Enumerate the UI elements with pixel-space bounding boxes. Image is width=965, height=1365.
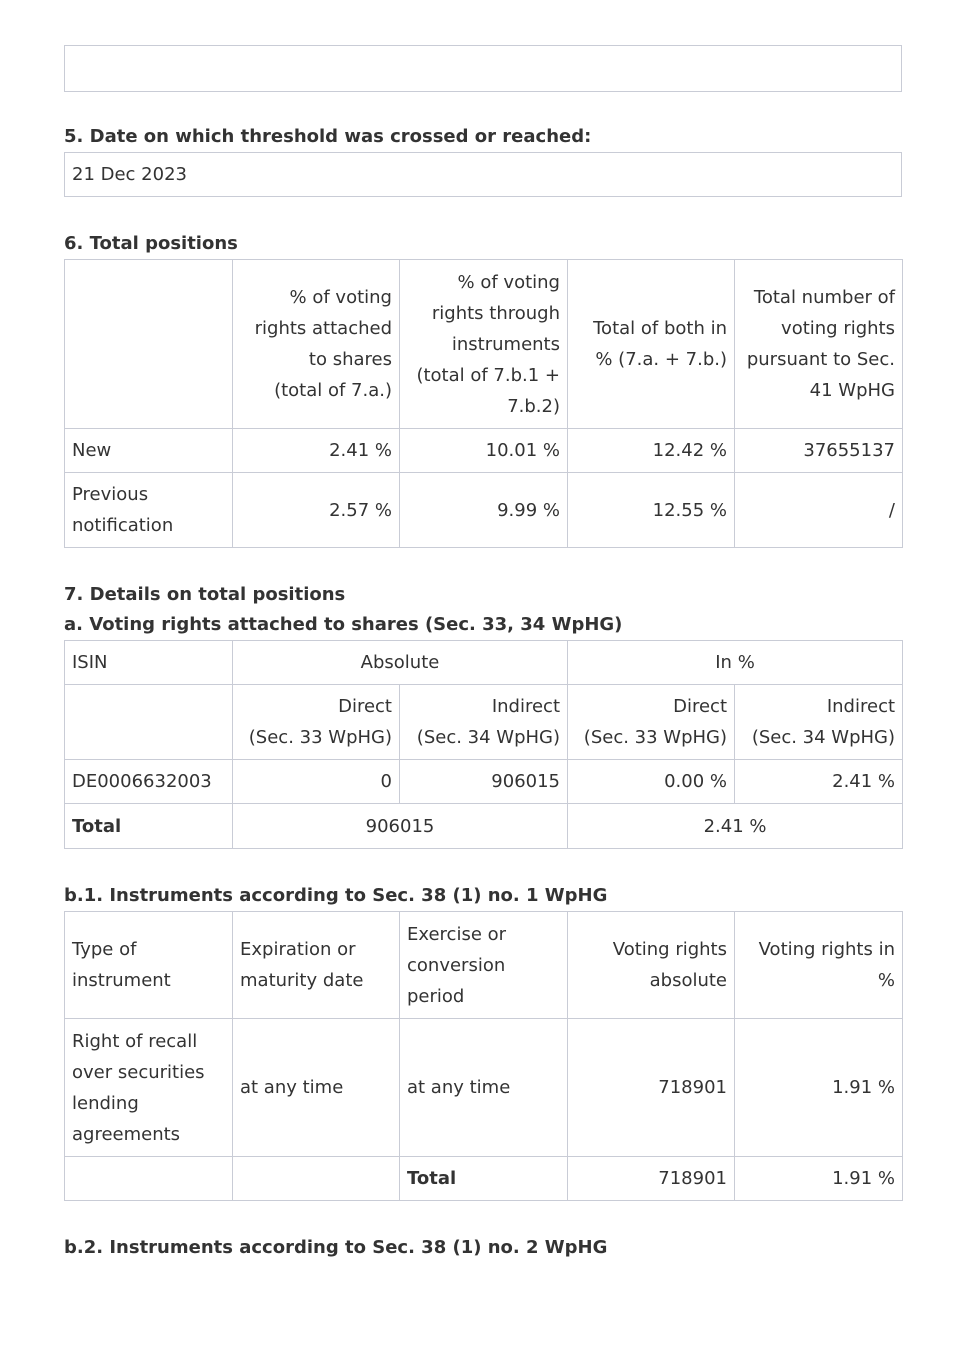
row-label: Previous notification	[65, 473, 233, 548]
row-label: New	[65, 429, 233, 473]
table-cell	[65, 1157, 233, 1201]
table-cell: at any time	[400, 1019, 568, 1157]
total-label: Total	[400, 1157, 568, 1201]
table-cell: at any time	[233, 1019, 400, 1157]
col-percent-label: Voting rights in %	[735, 912, 903, 1019]
col-total-label: Total of both in % (7.a. + 7.b.)	[568, 260, 735, 429]
table-header-cell	[233, 260, 400, 429]
table-cell: 718901	[568, 1019, 735, 1157]
table-cell	[65, 685, 233, 760]
section-6-heading: 6. Total positions	[64, 233, 238, 254]
col-instruments-label: % of voting rights through instruments	[431, 271, 560, 355]
section-4-value-box	[64, 45, 902, 92]
table-header-cell	[400, 685, 568, 760]
instruments-b1-table	[64, 911, 903, 1201]
col-type-label: Type of instrument	[65, 912, 233, 1019]
table-header-cell	[400, 260, 568, 429]
total-percent: 2.41 %	[568, 804, 903, 849]
indirect-label: Indirect	[491, 696, 561, 717]
table-row	[65, 473, 903, 548]
table-cell: 0	[233, 760, 400, 804]
table-cell: 0.00 %	[568, 760, 735, 804]
threshold-date-value: 21 Dec 2023	[64, 152, 902, 197]
section-7a-heading: a. Voting rights attached to shares (Sec. 33, 34 WpHG)	[64, 614, 623, 635]
table-cell: 2.57 %	[233, 473, 400, 548]
total-positions-table	[64, 259, 903, 548]
col-shares-sublabel: (total of 7.a.)	[274, 380, 392, 401]
table-cell: 12.55 %	[568, 473, 735, 548]
percent-header: In %	[568, 641, 903, 685]
col-instruments-sublabel: (total of 7.b.1 + 7.b.2)	[416, 364, 560, 417]
table-cell: /	[735, 473, 903, 548]
voting-rights-shares-table	[64, 640, 903, 849]
table-header-cell	[735, 685, 903, 760]
total-absolute: 718901	[568, 1157, 735, 1201]
table-total-row	[65, 1157, 903, 1201]
table-cell: 9.99 %	[400, 473, 568, 548]
table-header-row	[65, 260, 903, 429]
section-5-heading: 5. Date on which threshold was crossed or reached:	[64, 126, 592, 147]
section-b2-heading: b.2. Instruments according to Sec. 38 (1) no. 2 WpHG	[64, 1237, 608, 1258]
table-header-cell	[233, 685, 400, 760]
table-cell: 2.41 %	[233, 429, 400, 473]
indirect-sec-label: (Sec. 34 WpHG)	[416, 727, 561, 748]
document-page	[64, 45, 902, 1263]
table-cell: 37655137	[735, 429, 903, 473]
table-cell: 906015	[400, 760, 568, 804]
table-subheader-row	[65, 685, 903, 760]
direct-label: Direct	[338, 696, 392, 717]
col-shares-label: % of voting rights attached to shares	[254, 287, 392, 370]
table-cell: 10.01 %	[400, 429, 568, 473]
instrument-type: Right of recall over securities lending agreements	[65, 1019, 233, 1157]
col-period-label: Exercise or conversion period	[400, 912, 568, 1019]
table-row	[65, 1019, 903, 1157]
table-header-row	[65, 641, 903, 685]
direct-label: Direct	[673, 696, 728, 717]
table-cell: 12.42 %	[568, 429, 735, 473]
section-b1-heading: b.1. Instruments according to Sec. 38 (1) no. 1 WpHG	[64, 885, 608, 906]
total-absolute: 906015	[233, 804, 568, 849]
table-total-row	[65, 804, 903, 849]
table-cell	[65, 260, 233, 429]
direct-sec-label: (Sec. 33 WpHG)	[583, 727, 728, 748]
direct-sec-label: (Sec. 33 WpHG)	[248, 727, 392, 748]
indirect-sec-label: (Sec. 34 WpHG)	[751, 727, 896, 748]
table-cell: 1.91 %	[735, 1019, 903, 1157]
table-row	[65, 760, 903, 804]
col-number-label: Total number of voting rights pursuant to Sec. 41 WpHG	[735, 260, 903, 429]
total-label: Total	[65, 804, 233, 849]
table-header-row	[65, 912, 903, 1019]
table-header-cell	[568, 685, 735, 760]
col-expiration-label: Expiration or maturity date	[233, 912, 400, 1019]
table-cell	[233, 1157, 400, 1201]
table-cell: 2.41 %	[735, 760, 903, 804]
total-percent: 1.91 %	[735, 1157, 903, 1201]
indirect-label: Indirect	[826, 696, 896, 717]
isin-header: ISIN	[65, 641, 233, 685]
col-absolute-label: Voting rights absolute	[568, 912, 735, 1019]
table-row	[65, 429, 903, 473]
absolute-header: Absolute	[233, 641, 568, 685]
isin-value: DE0006632003	[65, 760, 233, 804]
section-7-heading: 7. Details on total positions	[64, 584, 346, 605]
